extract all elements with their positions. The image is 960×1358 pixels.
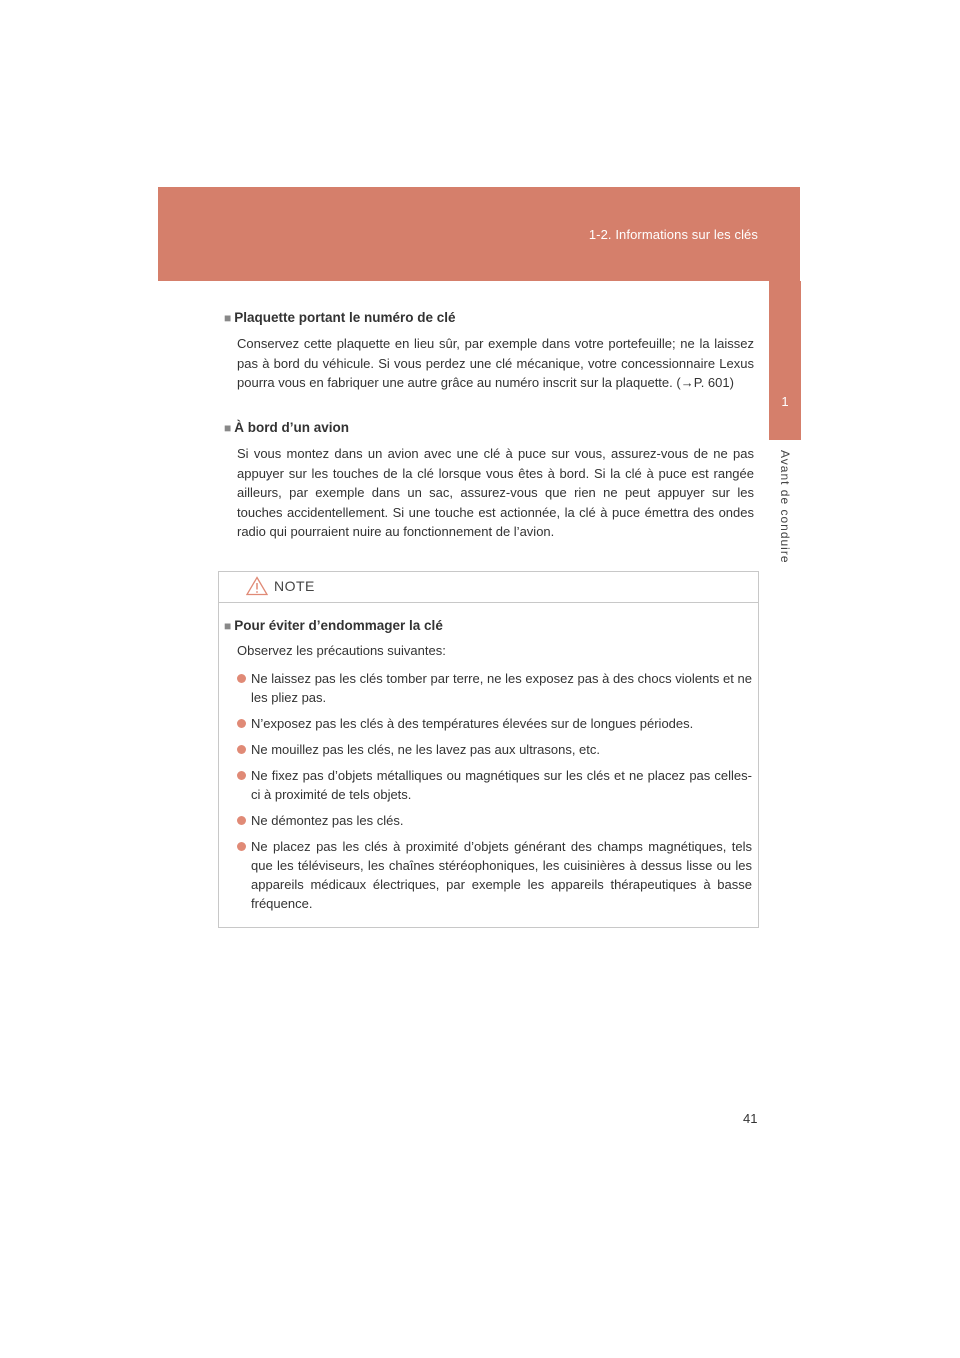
list-item: Ne fixez pas d’objets métalliques ou magnétiques sur les clés et ne placez pas celles-ci à proximité de tels objets. [224,766,752,804]
list-item: N’exposez pas les clés à des températures élevées sur de longues périodes. [224,714,752,733]
note-label: NOTE [274,578,315,594]
square-bullet-icon: ■ [224,311,232,325]
list-item: Ne démontez pas les clés. [224,811,752,830]
square-bullet-icon: ■ [224,421,232,435]
section-airplane [224,420,754,542]
chapter-label: Avant de conduire [778,450,792,564]
bullet-dot-icon [237,745,246,754]
bullet-dot-icon [237,816,246,825]
bullet-dot-icon [237,674,246,683]
section-key-number-plate [224,310,754,393]
page-number: 41 [743,1111,758,1126]
section-paragraph: Conservez cette plaquette en lieu sûr, par exemple dans votre portefeuille; ne la laissez pas à bord du véhicule. Si vous perdez une clé mécanique, votre concessionnaire Lexus pourra vous en fabriquer une autre grâce au numéro inscrit sur la plaquette. (→P. 601) [237,336,754,390]
note-body [219,603,758,913]
list-item: Ne mouillez pas les clés, ne les lavez pas aux ultrasons, etc. [224,740,752,759]
note-intro: Observez les précautions suivantes: [237,643,446,658]
note-header [219,572,758,603]
header-band [158,187,800,281]
note-box [218,571,759,928]
square-bullet-icon: ■ [224,619,232,633]
warning-triangle-icon [246,576,268,596]
section-header-title: 1-2. Informations sur les clés [588,227,758,242]
bullet-dot-icon [237,719,246,728]
list-item: Ne placez pas les clés à proximité d’objets générant des champs magnétiques, tels que les téléviseurs, les chaînes stéréophoniques, les cuisinières à dessus lisse ou les appareils médicaux électriques, par exemple les appareils thérapeutiques à basse fréquence. [224,837,752,913]
section-title [224,310,754,325]
chapter-label-container [769,450,801,570]
chapter-tab [769,281,801,440]
bullet-dot-icon [237,842,246,851]
bullet-dot-icon [237,771,246,780]
section-title-text: Plaquette portant le numéro de clé [234,310,456,325]
note-title-text: Pour éviter d’endommager la clé [234,618,443,633]
note-list [224,669,752,913]
section-paragraph: Si vous montez dans un avion avec une clé à puce sur vous, assurez-vous de ne pas appuyer sur les touches de la clé lorsque vous êtes à bord. Si la clé à puce est rangée ailleurs, par exemple dans un sac, assurez-vous que rien ne peut appuyer sur les touches accidentellement. Si une touche est actionnée, la clé à puce émettra des ondes radio qui pourraient nuire au fonctionnement de l’avion. [237,446,754,539]
chapter-number: 1 [781,394,789,409]
list-item: Ne laissez pas les clés tomber par terre, ne les exposez pas à des chocs violents et ne les pliez pas. [224,669,752,707]
section-title [224,420,754,435]
note-title [224,618,752,633]
section-title-text: À bord d’un avion [234,420,349,435]
